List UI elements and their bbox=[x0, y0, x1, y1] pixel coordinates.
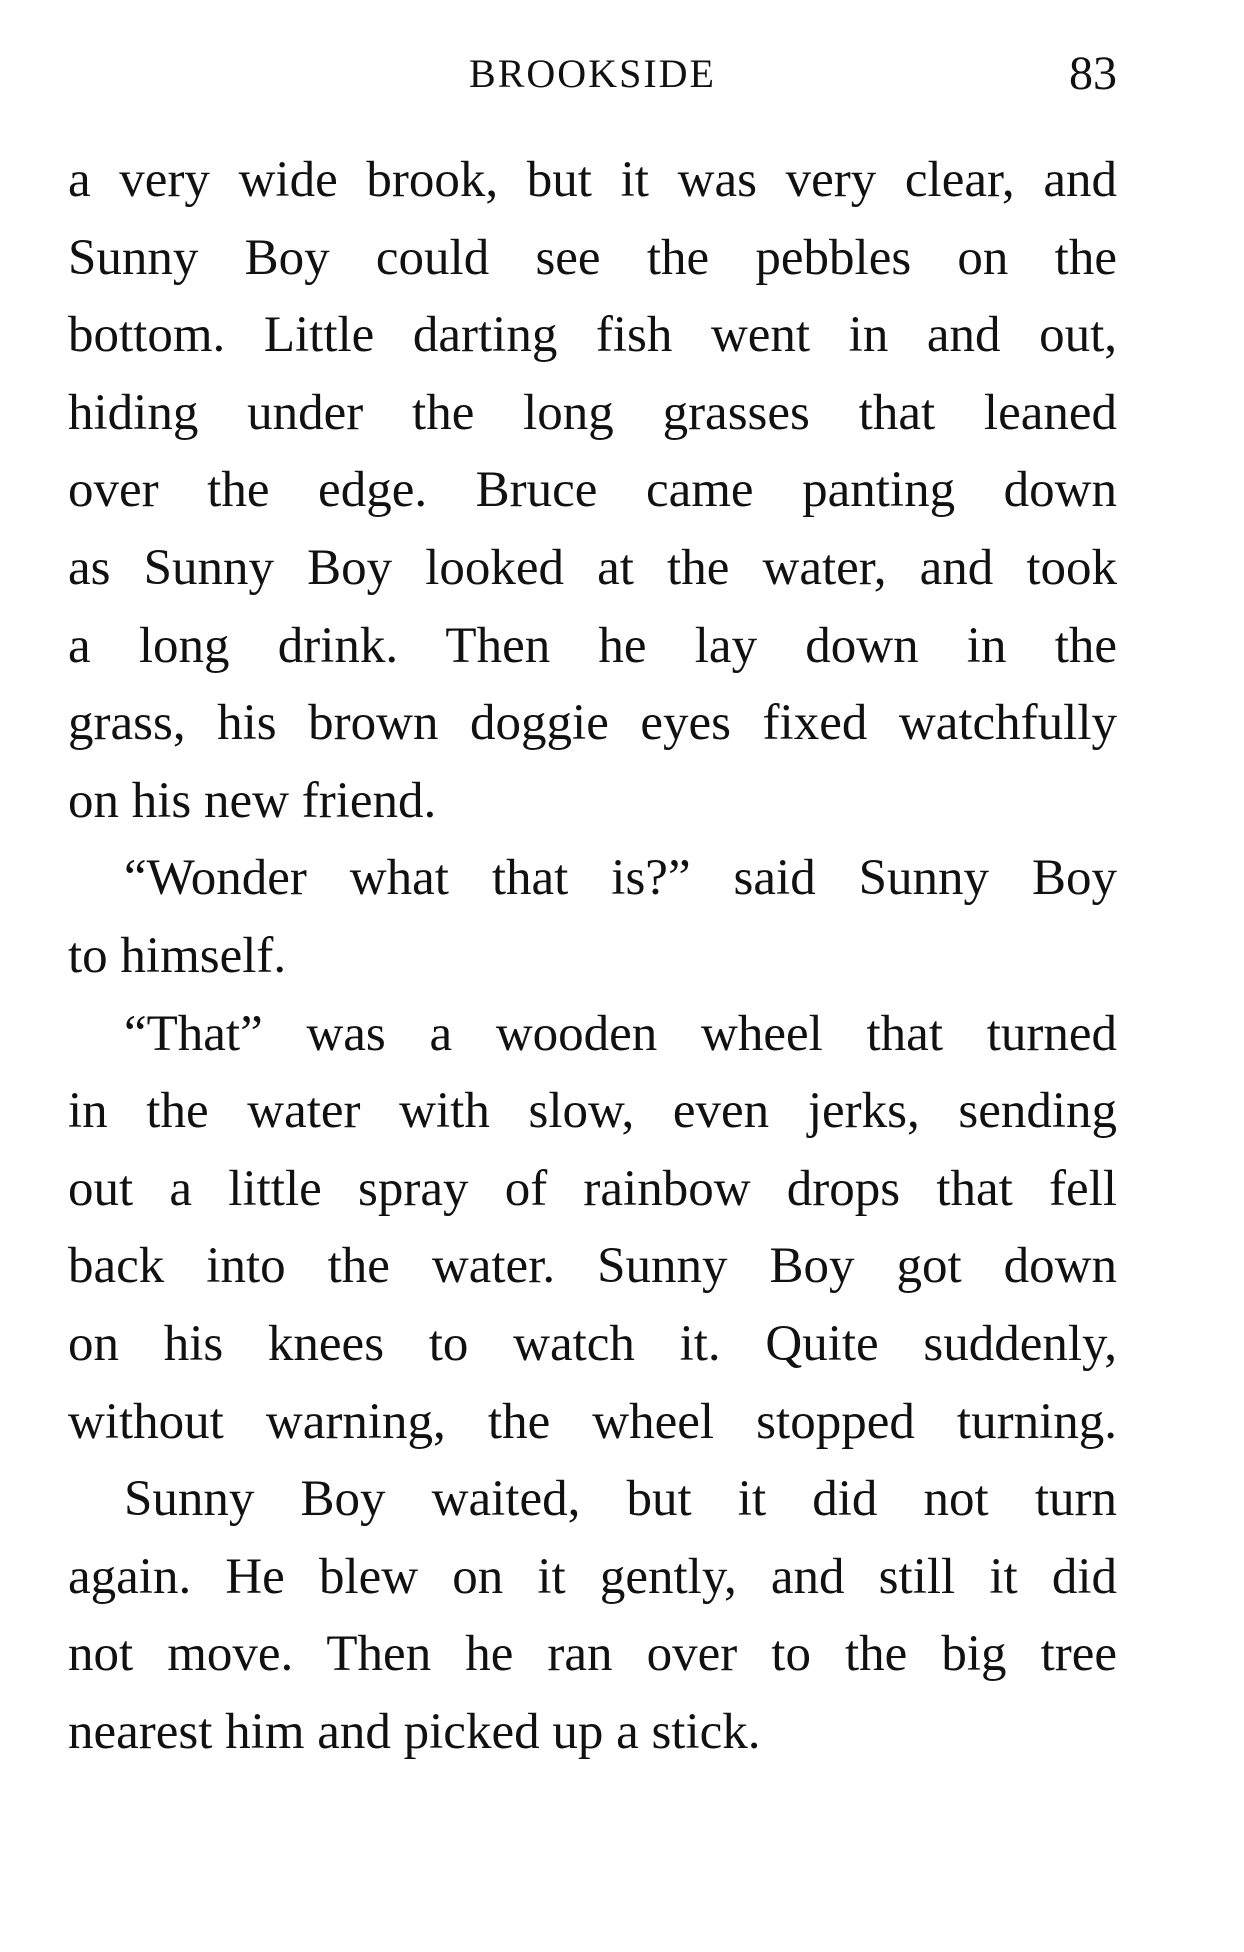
text-line: “That” was a wooden wheel that turned bbox=[124, 1005, 1117, 1062]
text-line: as Sunny Boy looked at the water, and took bbox=[68, 539, 1117, 596]
text-line: a long drink. Then he lay down in the bbox=[68, 617, 1117, 674]
paragraph bbox=[68, 1461, 1117, 1771]
text-line: without warning, the wheel stopped turning. bbox=[68, 1393, 1117, 1450]
text-line: on his new friend. bbox=[68, 772, 437, 829]
text-line: Sunny Boy waited, but it did not turn bbox=[124, 1471, 1117, 1528]
running-head bbox=[68, 44, 1117, 104]
page-number: 83 bbox=[1069, 47, 1117, 100]
text-line: on his knees to watch it. Quite suddenly, bbox=[68, 1315, 1117, 1372]
text-line: again. He blew on it gently, and still it did bbox=[68, 1548, 1117, 1605]
text-line: hiding under the long grasses that leaned bbox=[68, 384, 1117, 441]
text-line: in the water with slow, even jerks, sending bbox=[68, 1083, 1117, 1140]
text-line: a very wide brook, but it was very clear, and bbox=[68, 152, 1117, 208]
running-title: BROOKSIDE bbox=[469, 51, 716, 96]
text-line: over the edge. Bruce came panting down bbox=[68, 462, 1117, 519]
text-line: “Wonder what that is?” said Sunny Boy bbox=[124, 850, 1117, 907]
paragraph bbox=[68, 142, 1117, 840]
text-line: out a little spray of rainbow drops that fell bbox=[68, 1160, 1117, 1217]
text-line: Sunny Boy could see the pebbles on the bbox=[68, 229, 1117, 286]
paragraph bbox=[68, 996, 1117, 1462]
book-page bbox=[68, 0, 1117, 1952]
text-line: bottom. Little darting fish went in and out, bbox=[68, 307, 1117, 364]
text-line: back into the water. Sunny Boy got down bbox=[68, 1238, 1117, 1295]
text-line: to himself. bbox=[68, 927, 287, 984]
text-line: grass, his brown doggie eyes fixed watchfully bbox=[68, 695, 1117, 752]
text-line: nearest him and picked up a stick. bbox=[68, 1703, 761, 1760]
paragraph bbox=[68, 840, 1117, 995]
text-line: not move. Then he ran over to the big tree bbox=[68, 1626, 1117, 1683]
body-text bbox=[68, 142, 1117, 1771]
